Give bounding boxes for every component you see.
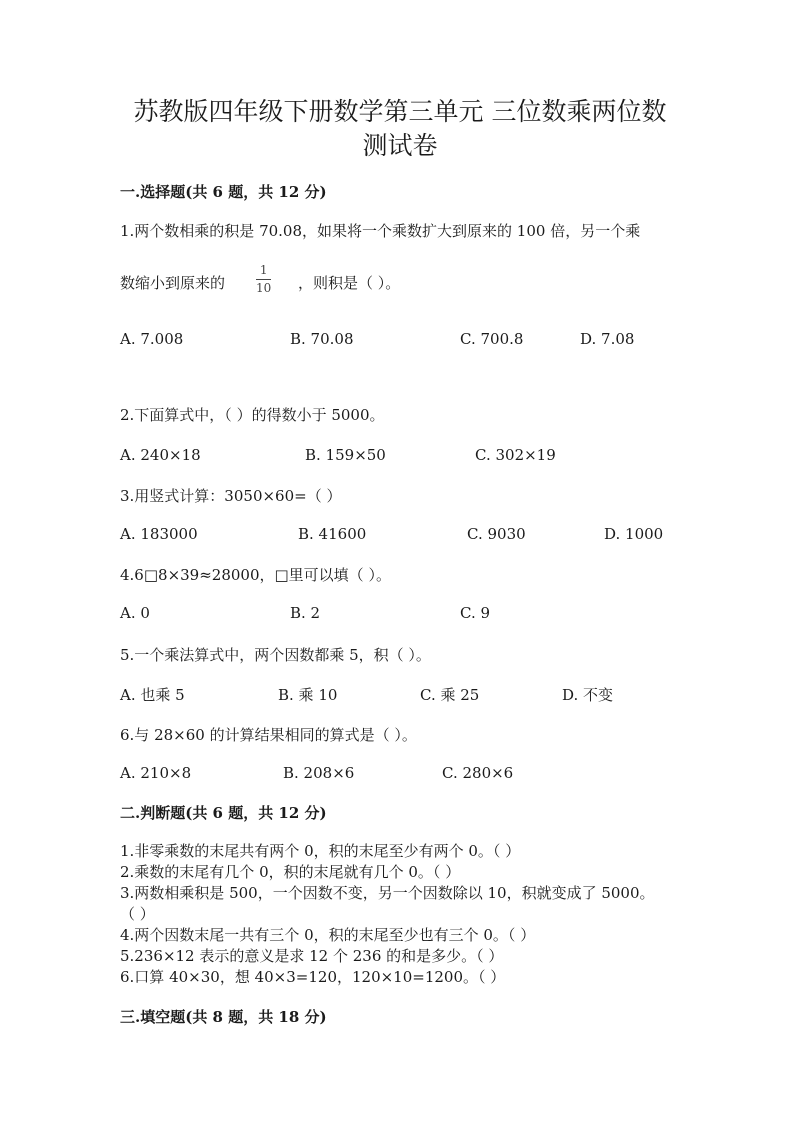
q5-option-b[interactable]: B. 乘 10 [278, 686, 338, 704]
q4-option-a[interactable]: A. 0 [120, 604, 150, 622]
tf-item-1: 1.非零乘数的末尾共有两个 0，积的末尾至少有两个 0。（ ） [120, 842, 521, 860]
q3-option-d[interactable]: D. 1000 [604, 525, 664, 543]
section-heading-fill-blank: 三.填空题(共 8 题，共 18 分) [120, 1008, 327, 1026]
q6-option-a[interactable]: A. 210×8 [120, 764, 192, 782]
q5-option-a[interactable]: A. 也乘 5 [120, 686, 185, 704]
question-4: 4.6□8×39≈28000，□里可以填（ ）。 [120, 566, 391, 584]
q2-option-c[interactable]: C. 302×19 [475, 446, 556, 464]
tf-item-3: 3.两数相乘积是 500，一个因数不变，另一个因数除以 10，积就变成了 5000。 [120, 884, 655, 902]
fraction-numerator: 1 [259, 263, 268, 277]
tf-item-6: 6.口算 40×30，想 40×3=120，120×10=1200。（ ） [120, 968, 506, 986]
q1-option-b[interactable]: B. 70.08 [290, 330, 354, 348]
tf-item-4: 4.两个因数末尾一共有三个 0，积的末尾至少也有三个 0。（ ） [120, 926, 536, 944]
q4-option-c[interactable]: C. 9 [460, 604, 491, 622]
q1-option-c[interactable]: C. 700.8 [460, 330, 524, 348]
q1-option-d[interactable]: D. 7.08 [580, 330, 635, 348]
q3-option-b[interactable]: B. 41600 [298, 525, 367, 543]
fraction-denominator: 10 [256, 281, 272, 295]
q5-option-d[interactable]: D. 不变 [562, 686, 614, 704]
q6-option-c[interactable]: C. 280×6 [442, 764, 514, 782]
section-heading-true-false: 二.判断题(共 6 题，共 12 分) [120, 804, 327, 822]
q3-option-a[interactable]: A. 183000 [120, 525, 198, 543]
q1-option-a[interactable]: A. 7.008 [120, 330, 184, 348]
question-1-line2-before: 数缩小到原来的 [120, 274, 226, 292]
q6-option-b[interactable]: B. 208×6 [283, 764, 355, 782]
tf-item-2: 2.乘数的末尾有几个 0，积的末尾就有几个 0。（ ） [120, 863, 461, 881]
section-heading-choice: 一.选择题(共 6 题，共 12 分) [120, 183, 327, 201]
fraction-bar [256, 279, 271, 280]
question-5: 5.一个乘法算式中，两个因数都乘 5，积（ ）。 [120, 646, 431, 664]
question-3: 3.用竖式计算：3050×60=（ ） [120, 487, 342, 505]
tf-item-5: 5.236×12 表示的意义是求 12 个 236 的和是多少。（ ） [120, 947, 504, 965]
question-1-line2-after: ，则积是（ ）。 [298, 274, 401, 292]
question-1-line1: 1.两个数相乘的积是 70.08，如果将一个乘数扩大到原来的 100 倍，另一个乘 [120, 222, 641, 240]
page-title-line2: 测试卷 [362, 131, 438, 160]
question-6: 6.与 28×60 的计算结果相同的算式是（ ）。 [120, 726, 417, 744]
q2-option-a[interactable]: A. 240×18 [120, 446, 201, 464]
q2-option-b[interactable]: B. 159×50 [305, 446, 386, 464]
q4-option-b[interactable]: B. 2 [290, 604, 321, 622]
page-title-line1: 苏教版四年级下册数学第三单元 三位数乘两位数 [133, 97, 667, 126]
fraction-one-tenth [256, 264, 271, 295]
q5-option-c[interactable]: C. 乘 25 [420, 686, 480, 704]
tf-item-3-answer-blank: （ ） [120, 905, 155, 923]
question-2: 2.下面算式中，（ ）的得数小于 5000。 [120, 406, 385, 424]
q3-option-c[interactable]: C. 9030 [467, 525, 526, 543]
